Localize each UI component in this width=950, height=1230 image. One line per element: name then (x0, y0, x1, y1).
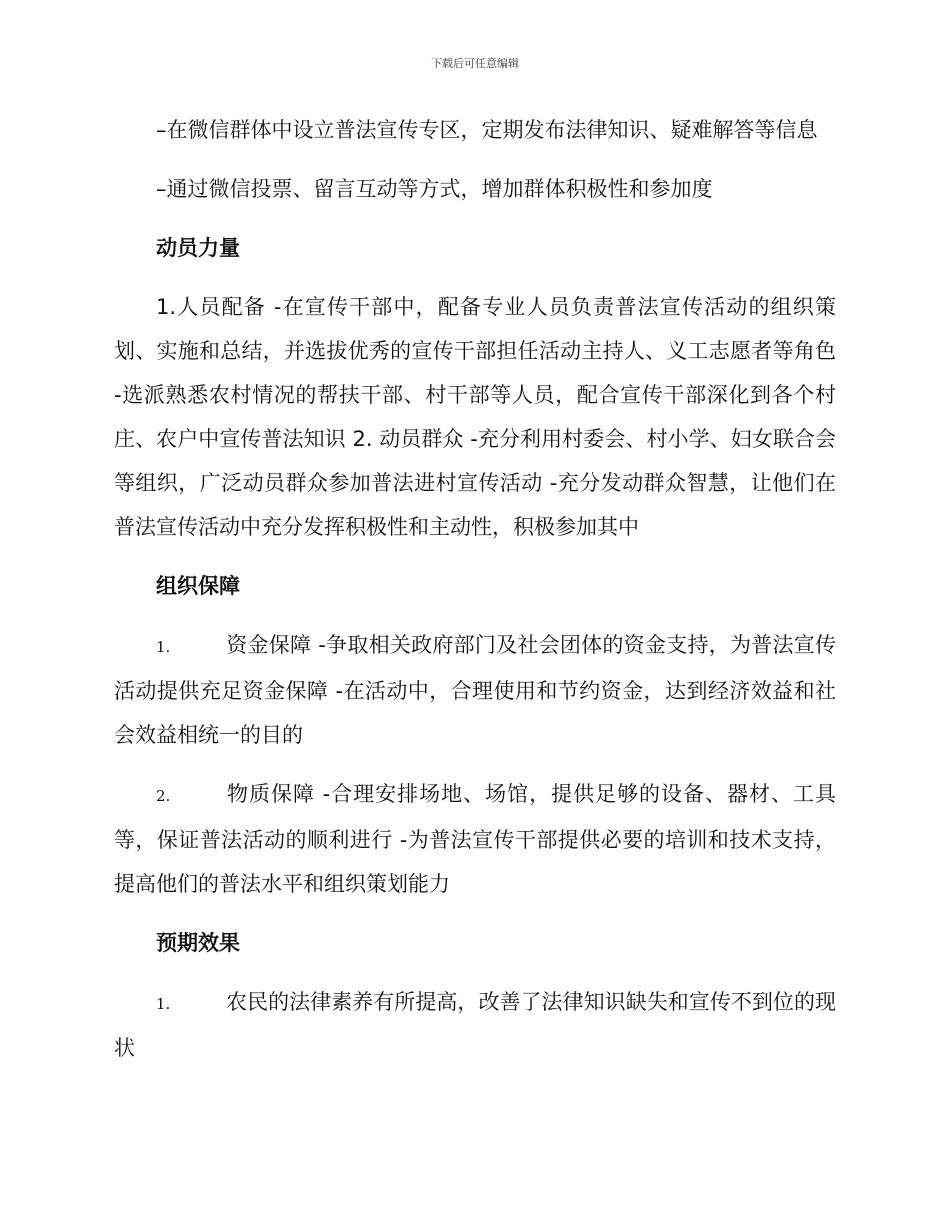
list-item-funding (114, 623, 836, 757)
paragraph-staffing: 1.人员配备 -在宣传干部中，配备专业人员负责普法宣传活动的组织策划、实施和总结，并选拔优秀的宣传干部担任活动主持人、义工志愿者等角色 -选派熟悉农村情况的帮扶干部、村干部等人员，配合宣传干部深化到各个村庄、农户中宣传普法知识 2. 动员群众 -充分利用村委会、村小学、妇女联合会等组织，广泛动员群众参加普法进村宣传活动 -充分发动群众智慧，让他们在普法宣传活动中充分发挥积极性和主动性，积极参加其中 (114, 295, 836, 539)
paragraph-wechat-zone: –在微信群体中设立普法宣传专区，定期发布法律知识、疑难解答等信息 (156, 118, 818, 142)
list-item-text: 资金保障 -争取相关政府部门及社会团体的资金支持，为普法宣传活动提供充足资金保障 -在活动中，合理使用和节约资金，达到经济效益和社会效益相统一的目的 (114, 633, 836, 747)
list-item-text: 物质保障 -合理安排场地、场馆，提供足够的设备、器材、工具等，保证普法活动的顺利进行 -为普法宣传干部提供必要的培训和技术支持，提高他们的普法水平和组织策划能力 (114, 782, 836, 896)
page-header: 下载后可任意编辑 (431, 57, 519, 70)
list-item-materials (114, 772, 836, 906)
list-number: 1. (156, 995, 171, 1013)
list-item-text: 农民的法律素养有所提高，改善了法律知识缺失和宣传不到位的现状 (114, 990, 836, 1060)
document-body (114, 108, 836, 1085)
paragraph-wechat-interaction: –通过微信投票、留言互动等方式，增加群体积极性和参加度 (156, 177, 713, 201)
section-heading-expected-results: 预期效果 (156, 931, 240, 955)
section-heading-mobilize: 动员力量 (156, 236, 240, 260)
section-heading-organization: 组织保障 (156, 574, 240, 598)
list-number: 2. (156, 787, 171, 805)
list-item-legal-literacy (114, 980, 836, 1070)
list-number: 1. (156, 638, 171, 656)
